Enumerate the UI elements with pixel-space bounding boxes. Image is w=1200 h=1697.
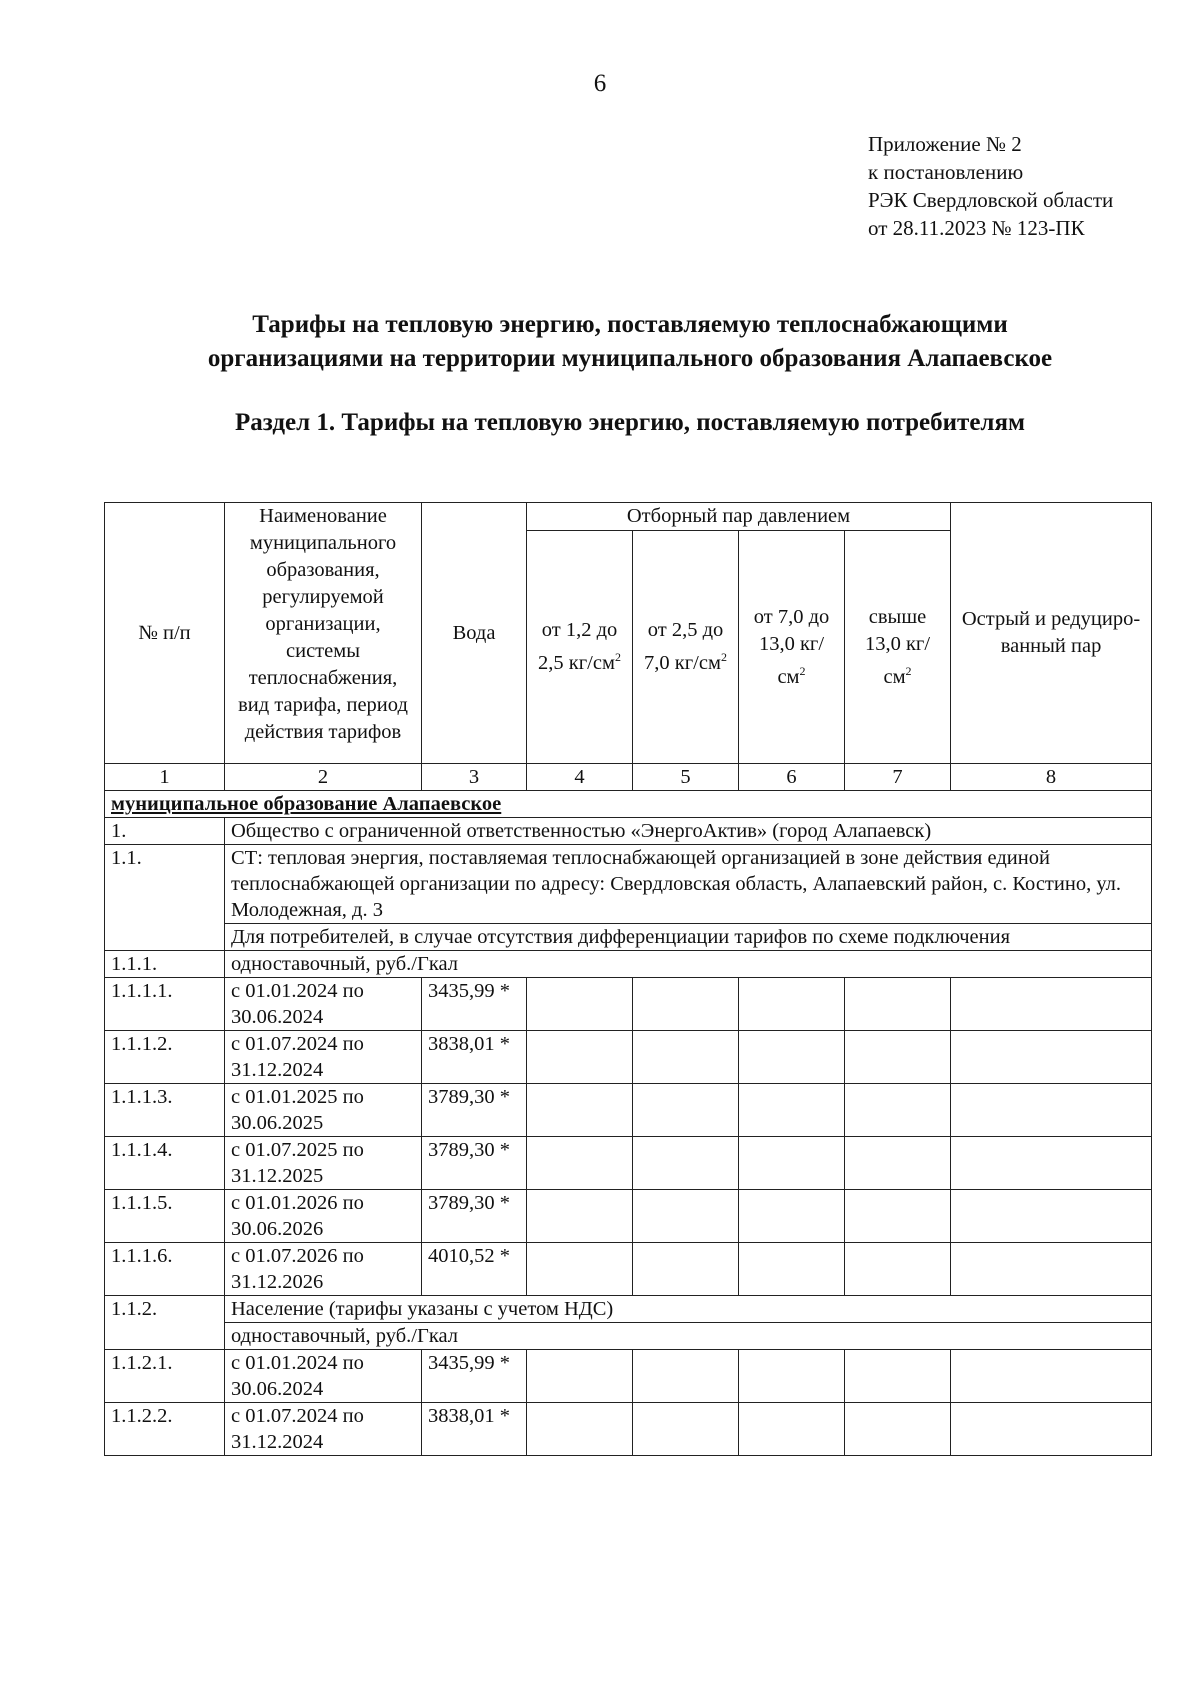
row-empty-cell [633,1031,739,1084]
row-empty-cell [633,978,739,1031]
row-water-value: 3789,30 * [422,1190,527,1243]
system-num: 1.1. [105,845,225,951]
row-num: 1.1.2.1. [105,1350,225,1403]
appendix-line-2: к постановлению [868,160,1024,184]
row-empty-cell [633,1350,739,1403]
row-empty-cell [527,1137,633,1190]
row-empty-cell [951,1350,1152,1403]
tariff-table [104,502,1152,1456]
row-empty-cell [633,1190,739,1243]
page-number: 6 [593,70,607,97]
header-steam-2 [633,531,739,764]
header-steam-4 [845,531,951,764]
header-steam-1-exp: 2 [614,650,621,665]
row-empty-cell [845,1350,951,1403]
row-empty-cell [951,1190,1152,1243]
row-empty-cell [739,1243,845,1296]
row-water-value: 3435,99 * [422,1350,527,1403]
row-empty-cell [951,1031,1152,1084]
header-steam-3 [739,531,845,764]
row-empty-cell [633,1403,739,1456]
row-water-value: 3838,01 * [422,1031,527,1084]
header-name: Наименование муниципального образования, регулируемой организации, системы теплоснабжения, вид тарифа, период действия тарифов [225,503,422,764]
table-row [105,978,1152,1031]
row-empty-cell [845,978,951,1031]
row-water-value: 3789,30 * [422,1084,527,1137]
consumers-row [105,924,1152,951]
row-period: с 01.07.2025 по 31.12.2025 [225,1137,422,1190]
column-number-row [105,764,1152,791]
row-empty-cell [845,1403,951,1456]
col-number-3: 3 [422,764,527,791]
header-steam-group: Отборный пар давлением [527,503,951,531]
row-period: с 01.01.2026 по 30.06.2026 [225,1190,422,1243]
org-num: 1. [105,818,225,845]
group1-row [105,951,1152,978]
row-empty-cell [739,1350,845,1403]
row-water-value: 3435,99 * [422,978,527,1031]
municipality-row [105,791,1152,818]
row-period: с 01.01.2025 по 30.06.2025 [225,1084,422,1137]
table-row [105,1031,1152,1084]
group1-num: 1.1.1. [105,951,225,978]
header-steam-2-text: от 2,5 до 7,0 кг/см [644,619,724,674]
row-num: 1.1.1.2. [105,1031,225,1084]
col-number-5: 5 [633,764,739,791]
row-period: с 01.07.2026 по 31.12.2026 [225,1243,422,1296]
row-empty-cell [739,1403,845,1456]
header-steam-2-exp: 2 [720,650,727,665]
row-empty-cell [951,1084,1152,1137]
org-name: Общество с ограниченной ответственностью «ЭнергоАктив» (город Алапаевск) [225,818,1152,845]
municipality-name: муниципальное образование Алапаевское [105,791,1152,818]
row-num: 1.1.1.6. [105,1243,225,1296]
consumers-label: Для потребителей, в случае отсутствия дифференциации тарифов по схеме подключения [225,924,1152,951]
row-empty-cell [527,1031,633,1084]
row-water-value: 3789,30 * [422,1137,527,1190]
header-steam-1-text: от 1,2 до 2,5 кг/см [538,619,618,674]
row-num: 1.1.1.1. [105,978,225,1031]
row-empty-cell [845,1243,951,1296]
table-row [105,1084,1152,1137]
group2-label: Население (тарифы указаны с учетом НДС) [225,1296,1152,1323]
org-row [105,818,1152,845]
table-row [105,1190,1152,1243]
system-row [105,845,1152,924]
group2-sublabel: одноставочный, руб./Гкал [225,1323,1152,1350]
appendix-block [868,130,1113,242]
table-row [105,1137,1152,1190]
title-line-1: Тарифы на тепловую энергию, поставляемую теплоснабжающими [252,311,1008,338]
header-num: № п/п [105,503,225,764]
row-empty-cell [951,978,1152,1031]
header-steam-3-text: от 7,0 до 13,0 кг/см [753,605,830,688]
table-row [105,1243,1152,1296]
row-empty-cell [951,1403,1152,1456]
row-period: с 01.01.2024 по 30.06.2024 [225,978,422,1031]
row-empty-cell [527,1350,633,1403]
row-period: с 01.07.2024 по 31.12.2024 [225,1031,422,1084]
row-num: 1.1.1.4. [105,1137,225,1190]
table-row [105,1350,1152,1403]
col-number-6: 6 [739,764,845,791]
row-empty-cell [845,1084,951,1137]
document-title [100,308,1160,376]
row-empty-cell [845,1031,951,1084]
col-number-7: 7 [845,764,951,791]
col-number-4: 4 [527,764,633,791]
header-steam-4-text: свыше 13,0 кг/см [864,605,931,688]
group2-row [105,1296,1152,1323]
row-empty-cell [739,1190,845,1243]
group2-num: 1.1.2. [105,1296,225,1350]
system-name: СТ: тепловая энергия, поставляемая теплоснабжающей организацией в зоне действия единой теплоснабжающей организации по адресу: Свердловская область, Алапаевский район, с. Костино, ул. Молодежная, д. 3 [225,845,1152,924]
row-empty-cell [845,1137,951,1190]
col-number-8: 8 [951,764,1152,791]
appendix-line-1: Приложение № 2 [868,132,1022,156]
row-empty-cell [739,1031,845,1084]
row-empty-cell [527,1243,633,1296]
header-steam-4-exp: 2 [905,663,912,678]
row-empty-cell [527,1403,633,1456]
row-empty-cell [951,1137,1152,1190]
col-number-1: 1 [105,764,225,791]
col-number-2: 2 [225,764,422,791]
row-period: с 01.07.2024 по 31.12.2024 [225,1403,422,1456]
group1-label: одноставочный, руб./Гкал [225,951,1152,978]
row-empty-cell [527,978,633,1031]
appendix-line-3: РЭК Свердловской области [868,188,1114,212]
row-empty-cell [633,1137,739,1190]
row-empty-cell [527,1084,633,1137]
row-empty-cell [739,1084,845,1137]
appendix-line-4: от 28.11.2023 № 123-ПК [868,216,1085,240]
row-water-value: 3838,01 * [422,1403,527,1456]
header-row-1 [105,503,1152,531]
row-water-value: 4010,52 * [422,1243,527,1296]
row-empty-cell [739,978,845,1031]
row-empty-cell [951,1243,1152,1296]
row-num: 1.1.2.2. [105,1403,225,1456]
row-num: 1.1.1.3. [105,1084,225,1137]
header-steam-3-exp: 2 [799,663,806,678]
title-line-2: организациями на территории муниципального образования Алапаевское [207,345,1053,372]
row-empty-cell [739,1137,845,1190]
row-empty-cell [527,1190,633,1243]
row-num: 1.1.1.5. [105,1190,225,1243]
group2-subrow [105,1323,1152,1350]
header-steam-1 [527,531,633,764]
table-row [105,1403,1152,1456]
row-empty-cell [845,1190,951,1243]
row-empty-cell [633,1084,739,1137]
header-water: Вода [422,503,527,764]
row-empty-cell [633,1243,739,1296]
section-title: Раздел 1. Тарифы на тепловую энергию, поставляемую потребителям [234,409,1026,436]
row-period: с 01.01.2024 по 30.06.2024 [225,1350,422,1403]
header-sharp-steam: Острый и редуциро-ванный пар [951,503,1152,764]
